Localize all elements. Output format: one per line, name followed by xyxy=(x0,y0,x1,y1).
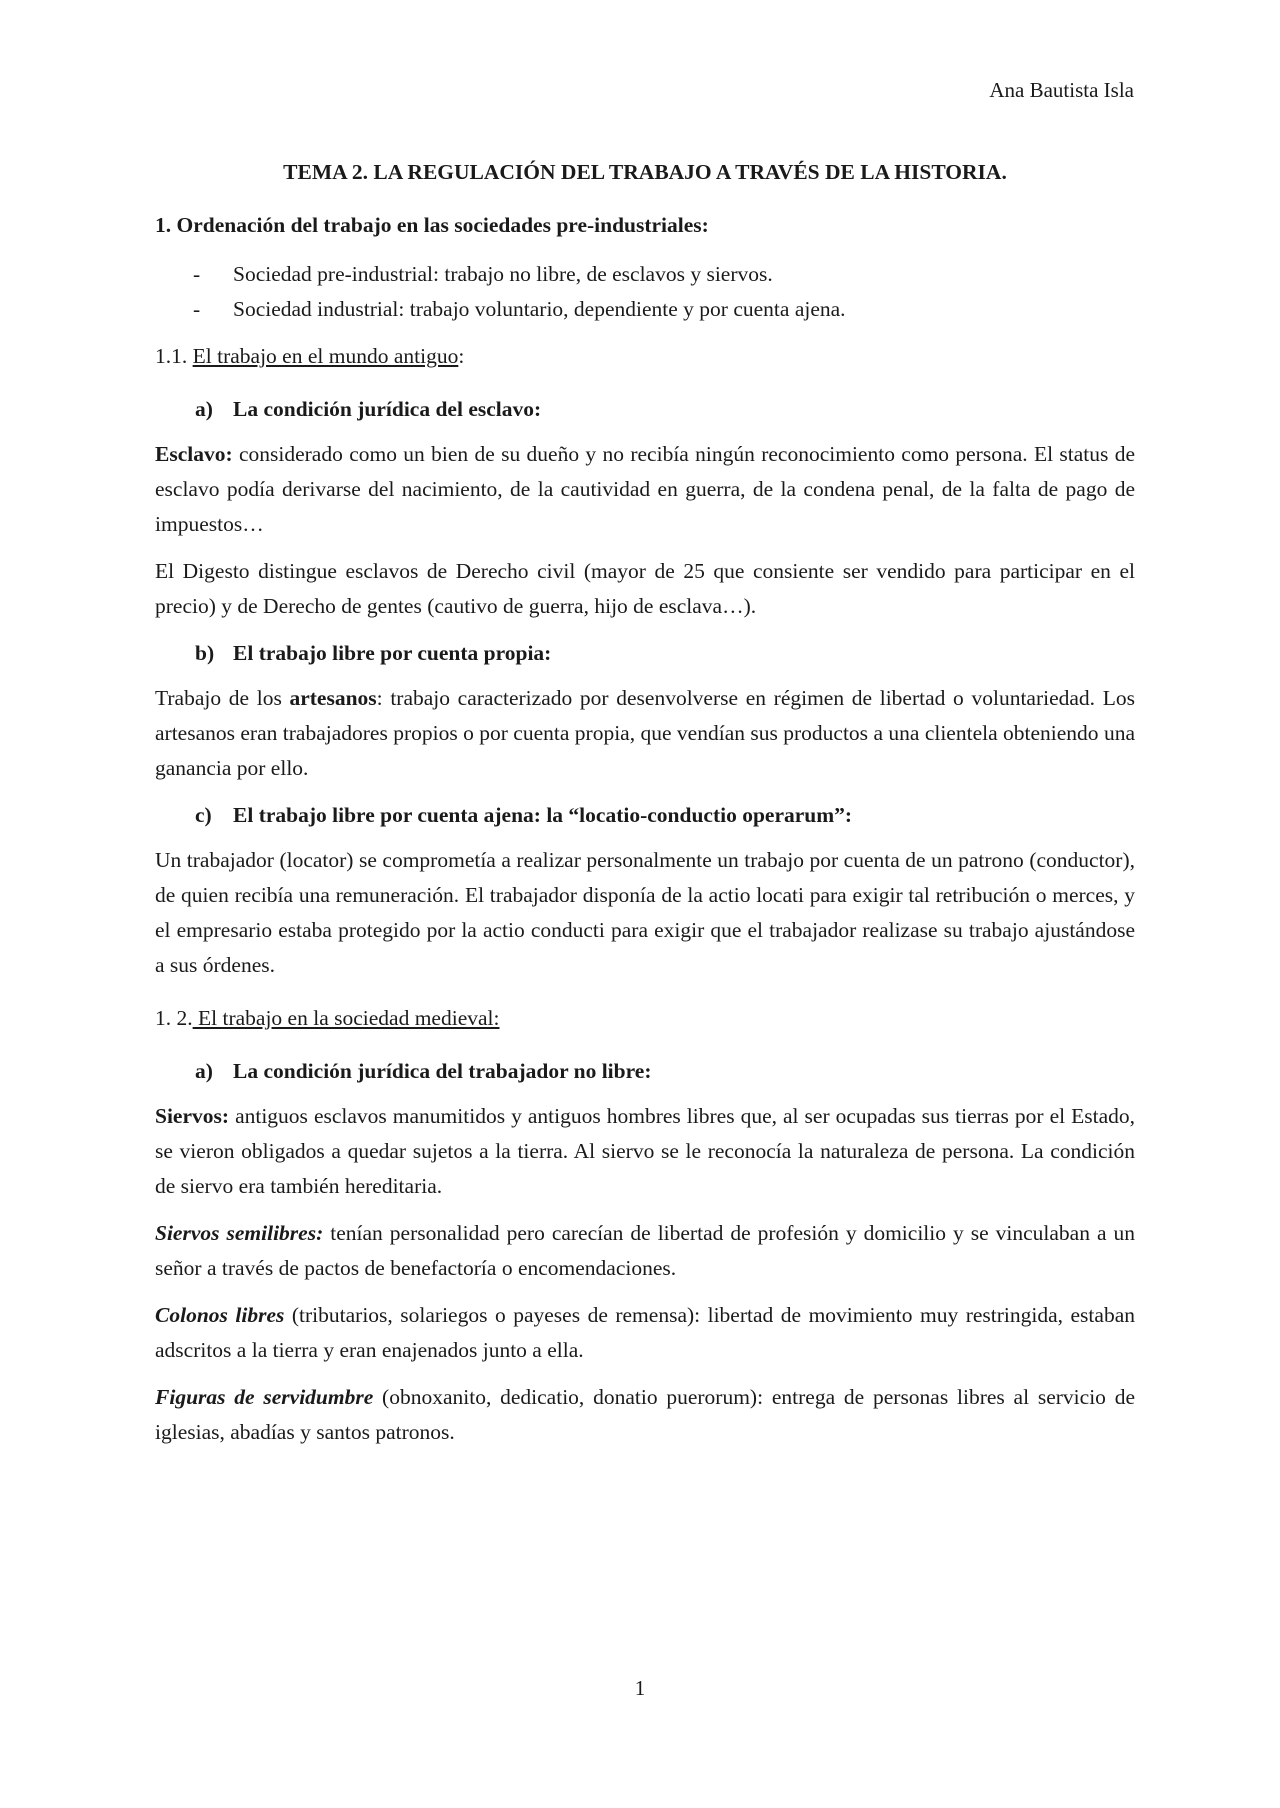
paragraph-text: (obnoxanito, dedicatio, donatio puerorum): entrega de personas libres al servicio de iglesias, abadías y santos patronos. xyxy=(155,1385,1135,1444)
subsection-a-heading xyxy=(155,392,1135,427)
dash-bullet: - xyxy=(193,262,201,286)
paragraph-text: considerado como un bien de su dueño y no recibía ningún reconocimiento como persona. El status de esclavo podía derivarse del nacimiento, de la cautividad en guerra, de la condena penal, de la falta de pago de impuestos… xyxy=(155,442,1135,536)
subsection-title: El trabajo libre por cuenta ajena: la “locatio-conductio operarum”: xyxy=(233,803,853,827)
subsection-title: El trabajo libre por cuenta propia: xyxy=(233,641,552,665)
paragraph-siervos-semilibres xyxy=(155,1216,1135,1286)
list-item-text: Sociedad pre-industrial: trabajo no libre, de esclavos y siervos. xyxy=(233,262,773,286)
section-1-heading: 1. Ordenación del trabajo en las sociedades pre-industriales: xyxy=(155,213,709,237)
section-1-2-heading xyxy=(155,1001,1135,1036)
section-1-1-heading xyxy=(155,339,1135,374)
subsection-title: La condición jurídica del trabajador no libre: xyxy=(233,1059,652,1083)
paragraph-text: tenían personalidad pero carecían de libertad de profesión y domicilio y se vinculaban a un señor a través de pactos de benefactoría o encomendaciones. xyxy=(155,1221,1135,1280)
term-siervos-semilibres: Siervos semilibres: xyxy=(155,1221,324,1245)
dash-bullet: - xyxy=(193,297,201,321)
section-1-1-title: El trabajo en el mundo antiguo xyxy=(192,344,459,368)
paragraph-esclavo xyxy=(155,437,1135,542)
paragraph-locatio: Un trabajador (locator) se comprometía a realizar personalmente un trabajo por cuenta de un patrono (conductor), de quien recibía una remuneración. El trabajador disponía de la actio locati para exigir tal retribución o merces, y el empresario estaba protegido por la actio conducti para exigir que el trabajador realizase su trabajo ajustándose a sus órdenes. xyxy=(155,848,1135,977)
section-1-1-suffix: : xyxy=(458,344,465,368)
term-esclavo: Esclavo: xyxy=(155,442,233,466)
subsection-c-heading xyxy=(155,798,1135,833)
list-item-text: Sociedad industrial: trabajo voluntario, dependiente y por cuenta ajena. xyxy=(233,297,846,321)
list-item xyxy=(155,257,1135,292)
paragraph-artesanos xyxy=(155,681,1135,786)
page-number: 1 xyxy=(634,1676,646,1700)
section-1-1-number: 1.1. xyxy=(155,344,193,368)
term-siervos: Siervos: xyxy=(155,1104,230,1128)
subsection-letter: a) xyxy=(195,397,213,421)
section-1-2-title: El trabajo en la sociedad medieval: xyxy=(192,1006,500,1030)
paragraph-text: : trabajo caracterizado por desenvolverse en régimen de libertad o voluntariedad. Los artesanos eran trabajadores propios o por cuenta propia, que vendían sus productos a una clientela obteniendo una ganancia por ello. xyxy=(155,686,1135,780)
subsection-b-heading xyxy=(155,636,1135,671)
document-body xyxy=(155,155,1135,1462)
subsection-medieval-a-heading xyxy=(155,1054,1135,1089)
section-1-2-number: 1. 2. xyxy=(155,1006,193,1030)
subsection-letter: a) xyxy=(195,1059,213,1083)
term-artesanos: artesanos xyxy=(289,686,377,710)
subsection-letter: c) xyxy=(195,803,212,827)
paragraph-text: Trabajo de los xyxy=(155,686,290,710)
header-author: Ana Bautista Isla xyxy=(989,78,1134,102)
term-colonos-libres: Colonos libres xyxy=(155,1303,285,1327)
paragraph-text: (tributarios, solariegos o payeses de remensa): libertad de movimiento muy restringida, estaban adscritos a la tierra y eran enajenados junto a ella. xyxy=(155,1303,1135,1362)
term-figuras-servidumbre: Figuras de servidumbre xyxy=(155,1385,374,1409)
paragraph-figuras-servidumbre xyxy=(155,1380,1135,1450)
document-title: TEMA 2. LA REGULACIÓN DEL TRABAJO A TRAVÉS DE LA HISTORIA. xyxy=(283,160,1007,184)
section-1-list xyxy=(155,257,1135,327)
subsection-title: La condición jurídica del esclavo: xyxy=(233,397,542,421)
paragraph-text: antiguos esclavos manumitidos y antiguos hombres libres que, al ser ocupadas sus tierras por el Estado, se vieron obligados a quedar sujetos a la tierra. Al siervo se le reconocía la naturaleza de persona. La condición de siervo era también hereditaria. xyxy=(155,1104,1135,1198)
paragraph-digesto: El Digesto distingue esclavos de Derecho civil (mayor de 25 que consiente ser vendido para participar en el precio) y de Derecho de gentes (cautivo de guerra, hijo de esclava…). xyxy=(155,559,1135,618)
paragraph-colonos-libres xyxy=(155,1298,1135,1368)
paragraph-siervos xyxy=(155,1099,1135,1204)
list-item xyxy=(155,292,1135,327)
subsection-letter: b) xyxy=(195,641,215,665)
